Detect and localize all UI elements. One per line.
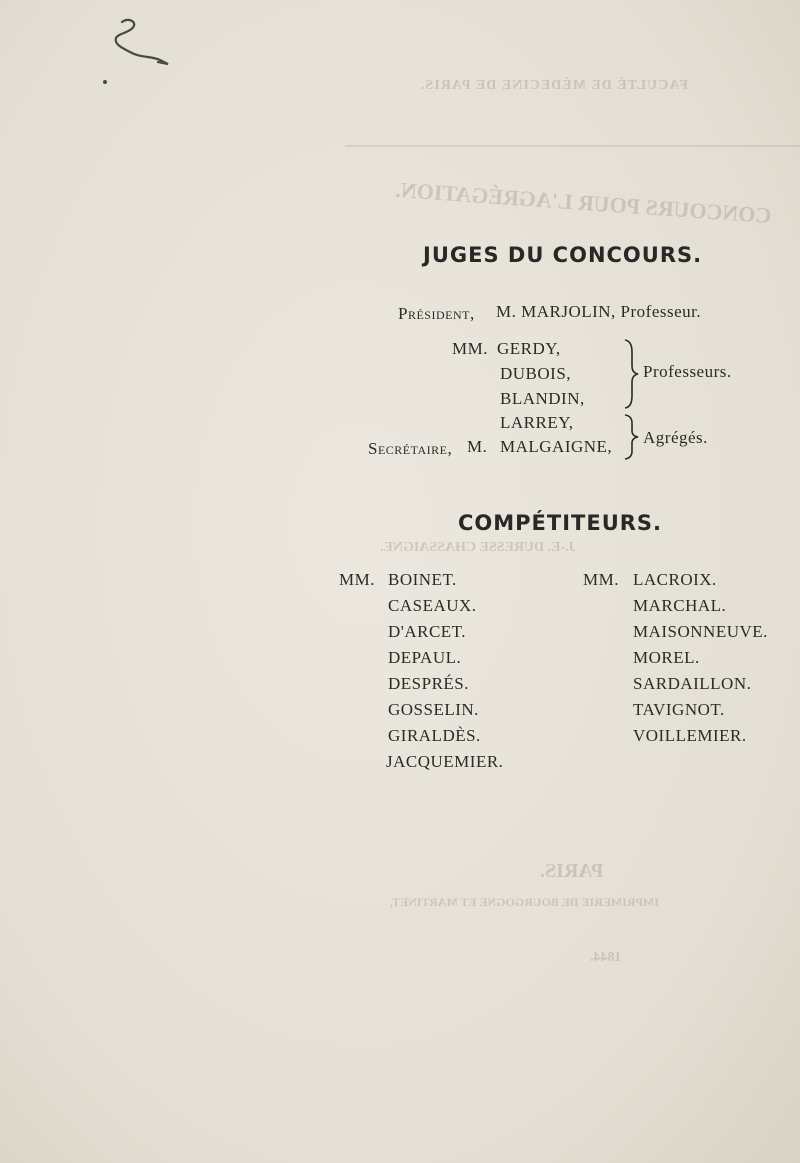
judge-name: DUBOIS, <box>500 364 572 383</box>
competitor-name: CASEAUX. <box>388 596 477 615</box>
president-line: M. MARJOLIN, Professeur. <box>496 302 702 321</box>
mm-prefix: MM. <box>452 339 488 358</box>
bleed-through-text: 1844. <box>590 950 622 965</box>
bleed-through-text: PARIS. <box>540 860 604 882</box>
competitor-name: GOSSELIN. <box>388 700 479 719</box>
judges-heading: JUGES DU CONCOURS. <box>423 243 703 267</box>
agreges-label: Agrégés. <box>643 428 708 447</box>
secretary-prefix: M. <box>467 437 488 456</box>
competitors-heading: COMPÉTITEURS. <box>458 511 663 535</box>
judge-name: GERDY, <box>497 339 561 358</box>
mm-prefix: MM. <box>339 570 375 589</box>
judge-name: MALGAIGNE, <box>500 437 613 456</box>
competitor-name: DEPAUL. <box>388 648 462 667</box>
pencil-numeral-3 <box>100 12 180 92</box>
competitor-name: GIRALDÈS. <box>388 726 481 745</box>
president-label: Président, <box>398 304 475 323</box>
competitor-name: TAVIGNOT. <box>633 700 725 719</box>
competitor-name: MARCHAL. <box>633 596 727 615</box>
professors-label: Professeurs. <box>643 362 732 381</box>
mm-prefix: MM. <box>583 570 619 589</box>
competitor-name: MAISONNEUVE. <box>633 622 768 641</box>
bleed-through-rule <box>345 145 800 147</box>
bleed-through-text: IMPRIMERIE DE BOURGOGNE ET MARTINET, <box>390 895 659 909</box>
competitor-name: BOINET. <box>388 570 457 589</box>
judge-name: BLANDIN, <box>500 389 585 408</box>
secretary-label: Secrétaire, <box>368 439 453 458</box>
bleed-through-text: CONCOURS POUR L'AGRÉGATION. <box>394 176 773 229</box>
competitor-name: JACQUEMIER. <box>386 752 504 771</box>
bleed-through-text: FACULTÉ DE MÉDECINE DE PARIS. <box>420 78 688 93</box>
competitor-name: SARDAILLON. <box>633 674 752 693</box>
competitor-name: MOREL. <box>633 648 700 667</box>
agreges-brace <box>622 413 640 461</box>
judge-name: LARREY, <box>500 413 574 432</box>
bleed-through-text: J.-E. DURESSE CHASSAIGNE. <box>380 540 576 555</box>
professors-brace <box>622 338 640 410</box>
competitor-name: D'ARCET. <box>388 622 467 641</box>
competitor-name: VOILLEMIER. <box>633 726 747 745</box>
competitor-name: LACROIX. <box>633 570 717 589</box>
competitor-name: DESPRÉS. <box>388 674 469 693</box>
